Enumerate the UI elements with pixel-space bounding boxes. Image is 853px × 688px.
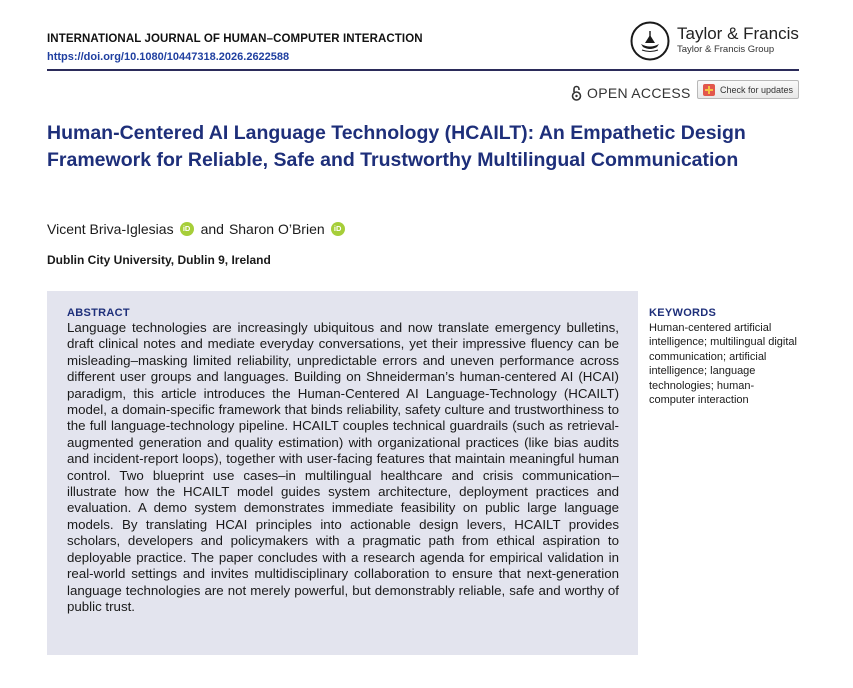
doi-link[interactable]: https://doi.org/10.1080/10447318.2026.2622588	[47, 51, 290, 63]
crossmark-icon	[703, 84, 715, 96]
publisher-group: Taylor & Francis Group	[677, 44, 775, 55]
author-name: Vicent Briva-Iglesias	[47, 221, 174, 237]
open-access	[571, 85, 691, 101]
open-lock-icon	[571, 85, 582, 101]
keywords-text: Human-centered artificial intelligence; multilingual digital communication; artificial intelligence; language technologies; human-computer interaction	[649, 322, 797, 407]
orcid-icon[interactable]: iD	[331, 222, 345, 236]
header-rule	[47, 69, 799, 71]
orcid-icon[interactable]: iD	[180, 222, 194, 236]
open-access-label: OPEN ACCESS	[587, 85, 691, 101]
affiliation: Dublin City University, Dublin 9, Ireland	[47, 253, 271, 267]
abstract-heading: ABSTRACT	[67, 307, 130, 319]
check-for-updates-label: Check for updates	[720, 84, 794, 95]
check-for-updates-button[interactable]	[697, 80, 799, 99]
author-name: Sharon O’Brien	[228, 221, 325, 237]
abstract-text: Language technologies are increasingly ubiquitous and now translate emergency bulletins, draft clinical notes and mediate everyday conversations, yet their impressive fluency can be misleading–masking limited reliability, unpredictable errors and uneven performance across different user groups and languages. Building on Shneiderman’s human-centered AI (HCAI) paradigm, this article introduces the Human-Centered AI Language-Technology (HCAILT) model, a domain-specific framework that binds reliability, safety culture and trustworthiness to the full language-technology pipeline. HCAILT couples technical guardrails (such as retrieval-augmented generation and quality estimation) with organizational practices (like bias audits and incident-report loops), together with user-facing features that maintain meaningful human control. Two blueprint use cases–in multilingual healthcare and crisis communication–illustrate how the HCAILT model guides system architecture, deployment practices and evaluation. A demo system demonstrates immediate feasibility on public large language models. By translating HCAI principles into actionable design levers, HCAILT provides scholars, developers and policymakers with a pragmatic path from ethical aspiration to deployable practice. The paper concludes with a research agenda for empirical validation in real-world settings and invites multidisciplinary collaboration to ensure that next-generation language technologies are not merely powerful, but demonstrably reliable, safe and worthy of public trust.	[67, 320, 619, 614]
journal-name: INTERNATIONAL JOURNAL OF HUMAN–COMPUTER INTERACTION	[47, 33, 423, 45]
publisher-logo-icon	[630, 21, 670, 61]
publisher-name: Taylor & Francis	[677, 24, 799, 43]
author-conjunction: and	[200, 221, 224, 237]
abstract-box	[47, 291, 638, 655]
keywords-heading: KEYWORDS	[649, 307, 717, 319]
keywords	[649, 307, 799, 407]
publisher	[677, 24, 799, 55]
authors	[47, 221, 347, 237]
article-title: Human-Centered AI Language Technology (HCAILT): An Empathetic Design Framework for Reliable, Safe and Trustworthy Multilingual Communication	[47, 122, 746, 171]
